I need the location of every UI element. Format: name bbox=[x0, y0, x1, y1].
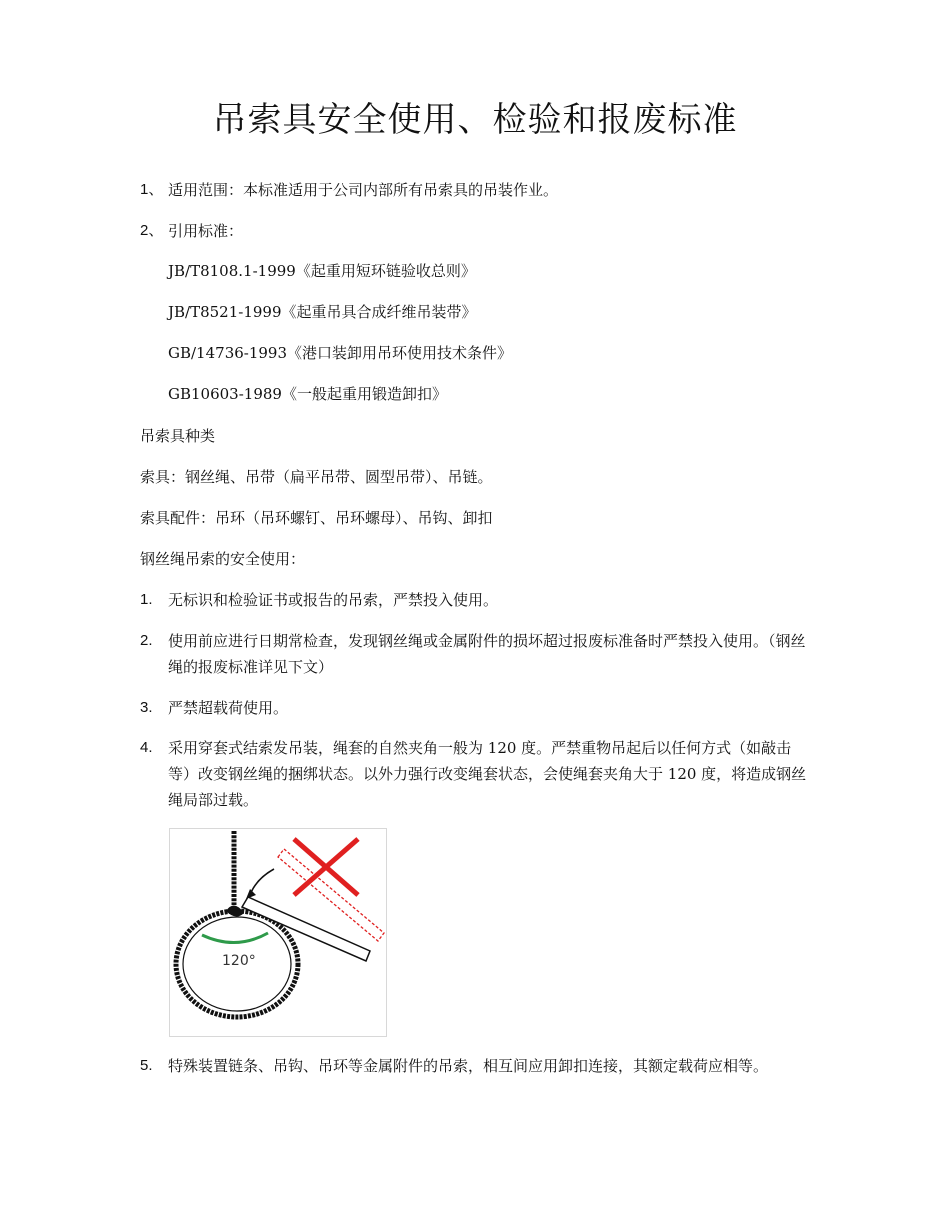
rule-4-number: 4. bbox=[140, 739, 153, 756]
rule-2-number: 2. bbox=[140, 632, 153, 649]
rule-1-number: 1. bbox=[140, 591, 153, 608]
rule-5-number: 5. bbox=[140, 1057, 153, 1074]
section-1-number: 1、 bbox=[140, 181, 164, 198]
section-2-text: 引用标准： bbox=[168, 222, 244, 240]
wire-rope-angle-figure bbox=[169, 828, 387, 1037]
rule-1-text: 无标识和检验证书或报告的吊索，严禁投入使用。 bbox=[168, 591, 499, 609]
forced-bar bbox=[242, 897, 370, 961]
standard-item: JB/T8521-1999《起重吊具合成纤维吊装带》 bbox=[168, 303, 477, 321]
document-title: 吊索具安全使用、检验和报废标准 bbox=[212, 100, 738, 140]
wire-rope-heading: 钢丝绳吊索的安全使用： bbox=[140, 550, 306, 568]
rule-3-text: 严禁超载荷使用。 bbox=[168, 699, 289, 717]
section-1-text: 适用范围：本标准适用于公司内部所有吊索具的吊装作业。 bbox=[168, 181, 559, 199]
rule-3-number: 3. bbox=[140, 699, 153, 716]
rigging-line: 索具：钢丝绳、吊带（扁平吊带、圆型吊带）、吊链。 bbox=[140, 468, 493, 486]
move-arrow bbox=[250, 869, 274, 895]
rule-5-text: 特殊装置链条、吊钩、吊环等金属附件的吊索，相互间应用卸扣连接，其额定载荷应相等。 bbox=[168, 1057, 769, 1075]
angle-label: 120° bbox=[222, 953, 256, 969]
angle-arc bbox=[202, 933, 268, 943]
standard-item: JB/T8108.1-1999《起重用短环链验收总则》 bbox=[168, 262, 476, 280]
standard-item: GB/14736-1993《港口装卸用吊环使用技术条件》 bbox=[168, 344, 513, 362]
cross-icon bbox=[294, 839, 358, 895]
standard-item: GB10603-1989《一般起重用锻造卸扣》 bbox=[168, 385, 447, 403]
arrow-head bbox=[246, 889, 256, 899]
types-heading: 吊索具种类 bbox=[140, 427, 216, 445]
rule-2-text: 使用前应进行日期常检查，发现钢丝绳或金属附件的损坏超过报废标准备时严禁投入使用。（钢丝绳的报废标准详见下文） bbox=[168, 632, 806, 676]
section-2-number: 2、 bbox=[140, 222, 164, 239]
rule-4-text: 采用穿套式结索发吊装，绳套的自然夹角一般为 120 度。严禁重物吊起后以任何方式（如敲击等）改变钢丝绳的捆绑状态。以外力强行改变绳套状态，会使绳套夹角大于 120 度，将造成钢丝绳局部过载。 bbox=[168, 739, 807, 809]
fittings-line: 索具配件：吊环（吊环螺钉、吊环螺母）、吊钩、卸扣 bbox=[140, 509, 493, 527]
wire-rope-diagram bbox=[170, 829, 386, 1036]
